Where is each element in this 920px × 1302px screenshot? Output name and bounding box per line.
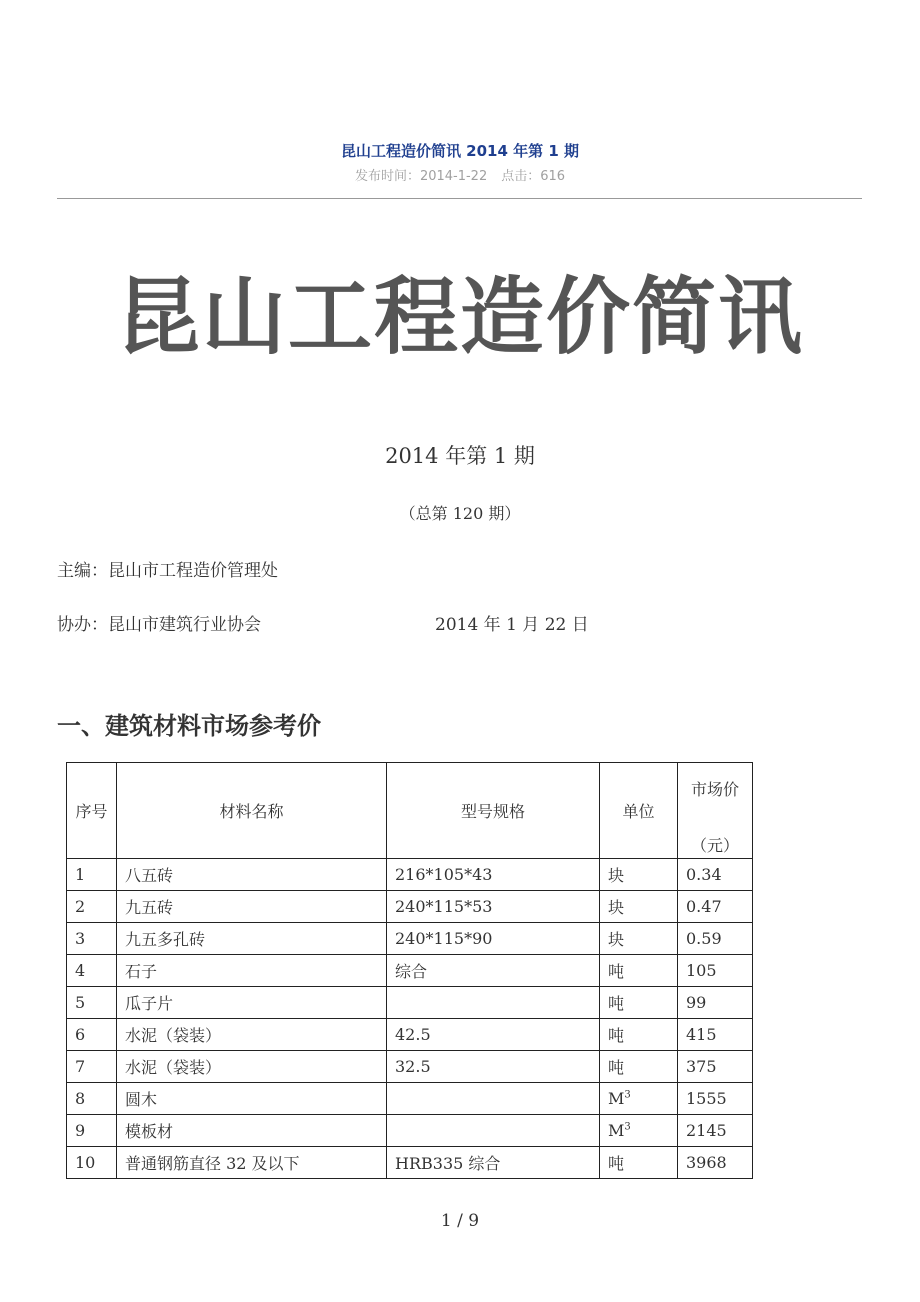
cell-price [678, 1051, 753, 1083]
cell-name [117, 1147, 387, 1179]
table-row [67, 1019, 753, 1051]
cell-unit-text: 块 [608, 898, 625, 917]
header-price-label: 市场价 [690, 780, 739, 799]
cell-price [678, 1019, 753, 1051]
cell-spec [387, 1115, 600, 1147]
table-row [67, 1083, 753, 1115]
editor-line: 主编：昆山市工程造价管理处 [57, 561, 278, 581]
cell-no-text: 6 [75, 1025, 86, 1044]
cell-spec [387, 1019, 600, 1051]
cell-price [678, 1147, 753, 1179]
cell-spec-text: 216*105*43 [395, 865, 493, 884]
unit-superscript: 3 [624, 1089, 631, 1101]
article-title: 昆山工程造价简讯 2014 年第 1 期 [340, 142, 580, 160]
total-issue-number: （总第 120 期） [399, 504, 521, 523]
cell-name [117, 1083, 387, 1115]
cell-price [678, 923, 753, 955]
table-row [67, 891, 753, 923]
click-count: 点击：616 [501, 169, 566, 184]
cell-unit-text: 吨 [608, 1154, 625, 1173]
cell-name [117, 955, 387, 987]
cell-unit [600, 955, 678, 987]
cell-name [117, 1051, 387, 1083]
cell-unit-text: 吨 [608, 1026, 625, 1045]
cell-name-text: 九五多孔砖 [125, 930, 206, 949]
cell-name-text: 八五砖 [125, 866, 174, 885]
cell-spec-text: 240*115*53 [395, 897, 493, 916]
cell-name [117, 1115, 387, 1147]
cell-no [67, 891, 117, 923]
cell-price-text: 415 [686, 1025, 717, 1044]
cell-no [67, 1083, 117, 1115]
header-no: 序号 [67, 763, 117, 859]
cell-price-text: 0.47 [686, 897, 722, 916]
cell-spec [387, 987, 600, 1019]
cell-no-text: 3 [75, 929, 86, 948]
cell-price [678, 987, 753, 1019]
cell-no [67, 1115, 117, 1147]
cell-spec [387, 859, 600, 891]
cell-name-text: 水泥（袋装） [125, 1058, 222, 1077]
material-price-table [66, 762, 753, 1179]
masthead-title: 昆山工程造价简讯 [115, 268, 804, 366]
cell-name [117, 923, 387, 955]
issue-number: 2014 年第 1 期 [385, 444, 535, 468]
article-meta [0, 165, 920, 184]
table-row [67, 987, 753, 1019]
cell-no [67, 987, 117, 1019]
cell-unit-text: 块 [608, 930, 625, 949]
cell-name-text: 石子 [125, 962, 158, 981]
cell-no-text: 8 [75, 1089, 86, 1108]
cell-no [67, 1147, 117, 1179]
cell-spec [387, 1051, 600, 1083]
cell-spec-text: 42.5 [395, 1025, 431, 1044]
publish-time: 发布时间：2014-1-22 [354, 169, 488, 184]
cell-unit [600, 1019, 678, 1051]
cell-price-text: 375 [686, 1057, 717, 1076]
cell-price-text: 3968 [686, 1153, 727, 1172]
cell-no [67, 859, 117, 891]
table-row [67, 1051, 753, 1083]
issue-date: 2014 年 1 月 22 日 [435, 615, 589, 635]
cell-spec [387, 923, 600, 955]
header-price-unit: （元） [690, 836, 739, 855]
cell-price-text: 105 [686, 961, 717, 980]
divider [57, 198, 862, 199]
cell-price-text: 2145 [686, 1121, 727, 1140]
header-spec: 型号规格 [387, 763, 600, 859]
cell-price [678, 955, 753, 987]
cell-no-text: 5 [75, 993, 86, 1012]
cell-unit [600, 1147, 678, 1179]
header-unit: 单位 [600, 763, 678, 859]
cell-no [67, 955, 117, 987]
cell-spec [387, 955, 600, 987]
cell-unit [600, 859, 678, 891]
cell-no-text: 7 [75, 1057, 86, 1076]
cell-no-text: 10 [75, 1153, 96, 1172]
cell-spec-text: 综合 [395, 962, 428, 981]
cell-no-text: 9 [75, 1121, 86, 1140]
cell-spec-text: 240*115*90 [395, 929, 493, 948]
table-row [67, 923, 753, 955]
cell-unit-text: 吨 [608, 962, 625, 981]
cell-spec-text: HRB335 综合 [395, 1154, 501, 1173]
table-row [67, 859, 753, 891]
cell-no-text: 1 [75, 865, 86, 884]
cell-unit-text: M [608, 1121, 625, 1140]
cell-no-text: 4 [75, 961, 86, 980]
cell-price-text: 1555 [686, 1089, 727, 1108]
co-organizer-line: 协办：昆山市建筑行业协会 [57, 615, 261, 635]
cell-name-text: 圆木 [125, 1090, 158, 1109]
cell-no [67, 923, 117, 955]
cell-price-text: 99 [686, 993, 707, 1012]
cell-name [117, 987, 387, 1019]
cell-name-text: 水泥（袋装） [125, 1026, 222, 1045]
table-header-row [67, 763, 753, 859]
cell-no-text: 2 [75, 897, 86, 916]
header-name: 材料名称 [117, 763, 387, 859]
cell-name-text: 模板材 [125, 1122, 174, 1141]
cell-price [678, 859, 753, 891]
cell-unit [600, 987, 678, 1019]
cell-unit-text: M [608, 1089, 625, 1108]
cell-price-text: 0.34 [686, 865, 722, 884]
table-row [67, 1115, 753, 1147]
table-row [67, 955, 753, 987]
cell-unit-text: 吨 [608, 994, 625, 1013]
cell-unit-text: 吨 [608, 1058, 625, 1077]
cell-no [67, 1019, 117, 1051]
cell-unit-text: 块 [608, 866, 625, 885]
cell-price [678, 891, 753, 923]
cell-spec [387, 1147, 600, 1179]
cell-unit [600, 1083, 678, 1115]
cell-unit [600, 923, 678, 955]
cell-name [117, 1019, 387, 1051]
cell-unit [600, 1115, 678, 1147]
cell-no [67, 1051, 117, 1083]
page-indicator: 1 / 9 [440, 1211, 480, 1231]
unit-superscript: 3 [624, 1121, 631, 1133]
cell-name-text: 九五砖 [125, 898, 174, 917]
cell-name-text: 普通钢筋直径 32 及以下 [125, 1154, 300, 1173]
header-price [678, 763, 753, 859]
cell-unit [600, 891, 678, 923]
cell-price [678, 1083, 753, 1115]
cell-price [678, 1115, 753, 1147]
cell-spec [387, 891, 600, 923]
cell-spec [387, 1083, 600, 1115]
section-heading: 一、建筑材料市场参考价 [57, 712, 321, 740]
cell-unit [600, 1051, 678, 1083]
cell-name [117, 859, 387, 891]
cell-spec-text: 32.5 [395, 1057, 431, 1076]
cell-price-text: 0.59 [686, 929, 722, 948]
cell-name-text: 瓜子片 [125, 994, 174, 1013]
table-row [67, 1147, 753, 1179]
cell-name [117, 891, 387, 923]
